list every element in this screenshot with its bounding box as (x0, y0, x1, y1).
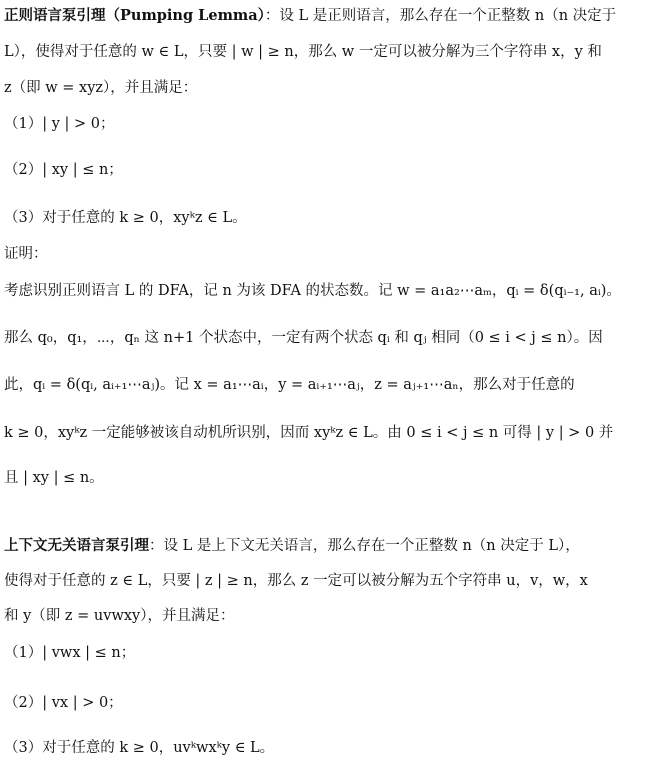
cfl-lemma-intro-text-1: ：设 L 是上下文无关语言，那么存在一个正整数 n（n 决定于 L）， (149, 538, 580, 554)
cfl-lemma-intro-line-2: 使得对于任意的 z ∈ L，只要 | z | ≥ n，那么 z 一定可以被分解为五个字符串 u，v，w，x (4, 573, 588, 589)
cfl-condition-1: （1）| vwx | ≤ n； (4, 645, 136, 661)
proof-line-5: 且 | xy | ≤ n。 (4, 470, 104, 486)
proof-line-3: 此，qᵢ = δ(qᵢ, aᵢ₊₁⋯aⱼ)。记 x = a₁⋯aᵢ，y = aᵢ₊₁⋯aⱼ，z = aⱼ₊₁⋯aₙ，那么对于任意的 (4, 377, 575, 393)
proof-label: 证明： (4, 246, 48, 262)
proof-line-1: 考虑识别正则语言 L 的 DFA，记 n 为该 DFA 的状态数。记 w = a₁a₂⋯aₘ，qᵢ = δ(qᵢ₋₁, aᵢ)。 (4, 283, 621, 299)
regular-lemma-title: 正则语言泵引理（Pumping Lemma） (4, 7, 265, 24)
regular-lemma-intro-line-1 (4, 6, 659, 26)
regular-condition-3: （3）对于任意的 k ≥ 0，xyᵏz ∈ L。 (4, 210, 247, 226)
cfl-condition-2: （2）| vx | > 0； (4, 695, 123, 711)
regular-lemma-intro-line-2: L），使得对于任意的 w ∈ L，只要 | w | ≥ n，那么 w 一定可以被分解为三个字符串 x，y 和 (4, 44, 602, 60)
cfl-condition-3: （3）对于任意的 k ≥ 0，uvᵏwxᵏy ∈ L。 (4, 740, 275, 756)
cfl-lemma-intro-line-1 (4, 536, 659, 556)
cfl-lemma-title: 上下文无关语言泵引理 (4, 537, 149, 554)
cfl-lemma-intro-line-3: 和 y（即 z = uvwxy），并且满足： (4, 608, 235, 624)
proof-line-2: 那么 q₀，q₁，⋯，qₙ 这 n+1 个状态中，一定有两个状态 qᵢ 和 qⱼ 相同（0 ≤ i < j ≤ n）。因 (4, 330, 603, 346)
regular-lemma-intro-text-1: ：设 L 是正则语言，那么存在一个正整数 n（n 决定于 (264, 8, 617, 24)
proof-line-4: k ≥ 0，xyᵏz 一定能够被该自动机所识别，因而 xyᵏz ∈ L。由 0 ≤ i < j ≤ n 可得 | y | > 0 并 (4, 425, 614, 441)
regular-condition-2: （2）| xy | ≤ n； (4, 162, 123, 178)
regular-lemma-intro-line-3: z（即 w = xyz），并且满足： (4, 80, 198, 96)
regular-condition-1: （1）| y | > 0； (4, 116, 115, 132)
